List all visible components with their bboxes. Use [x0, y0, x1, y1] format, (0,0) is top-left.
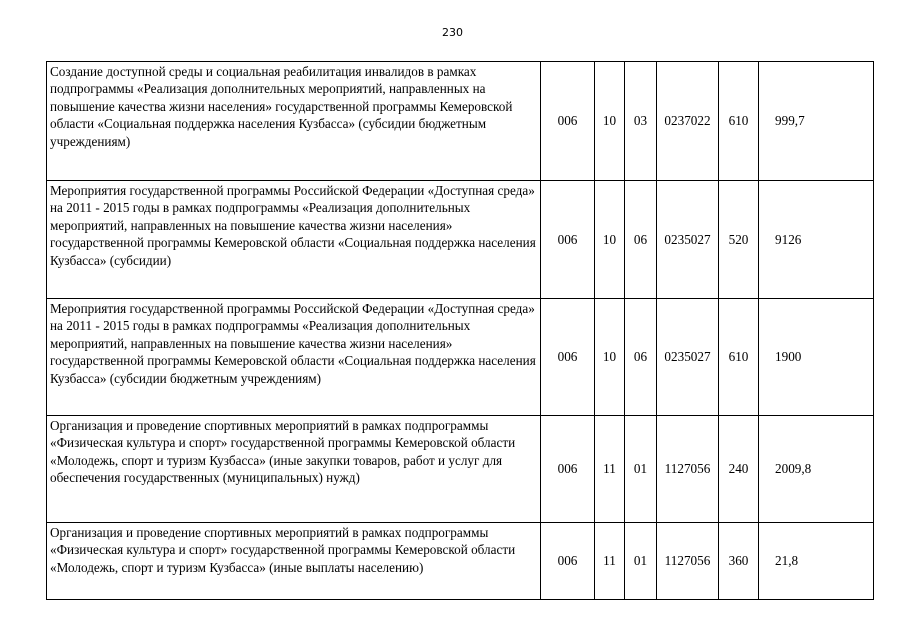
department-code: 006	[541, 416, 595, 523]
section-code: 11	[595, 523, 625, 600]
subsection-code: 01	[625, 416, 657, 523]
amount: 1900	[759, 299, 874, 416]
department-code: 006	[541, 523, 595, 600]
subsection-code: 06	[625, 181, 657, 299]
amount: 999,7	[759, 62, 874, 181]
subsection-code: 06	[625, 299, 657, 416]
department-code: 006	[541, 299, 595, 416]
section-code: 10	[595, 62, 625, 181]
table-row	[47, 62, 874, 181]
page-number: 230	[442, 26, 463, 39]
budget-table	[46, 61, 874, 600]
section-code: 10	[595, 181, 625, 299]
subsection-code: 03	[625, 62, 657, 181]
target-article-code: 1127056	[657, 416, 719, 523]
target-article-code: 0235027	[657, 299, 719, 416]
target-article-code: 1127056	[657, 523, 719, 600]
expense-type-code: 520	[719, 181, 759, 299]
expense-type-code: 610	[719, 299, 759, 416]
expense-type-code: 610	[719, 62, 759, 181]
amount: 2009,8	[759, 416, 874, 523]
section-code: 11	[595, 416, 625, 523]
table-row	[47, 416, 874, 523]
target-article-code: 0237022	[657, 62, 719, 181]
row-description: Мероприятия государственной программы Российской Федерации «Доступная среда» на 2011 - 2015 годы в рамках подпрограммы «Реализация дополнительных мероприятий, направленных на повышение качества жизни населения» государственной программы Кемеровской области «Социальная поддержка населения Кузбасса» (субсидии бюджетным учреждениям)	[47, 299, 541, 416]
amount: 9126	[759, 181, 874, 299]
subsection-code: 01	[625, 523, 657, 600]
row-description: Организация и проведение спортивных мероприятий в рамках подпрограммы «Физическая культура и спорт» государственной программы Кемеровской области «Молодежь, спорт и туризм Кузбасса» (иные выплаты населению)	[47, 523, 541, 600]
table-row	[47, 523, 874, 600]
amount: 21,8	[759, 523, 874, 600]
expense-type-code: 360	[719, 523, 759, 600]
department-code: 006	[541, 181, 595, 299]
row-description: Организация и проведение спортивных мероприятий в рамках подпрограммы «Физическая культура и спорт» государственной программы Кемеровской области «Молодежь, спорт и туризм Кузбасса» (иные закупки товаров, работ и услуг для обеспечения государственных (муниципальных) нужд)	[47, 416, 541, 523]
row-description: Мероприятия государственной программы Российской Федерации «Доступная среда» на 2011 - 2015 годы в рамках подпрограммы «Реализация дополнительных мероприятий, направленных на повышение качества жизни населения» государственной программы Кемеровской области «Социальная поддержка населения Кузбасса» (субсидии)	[47, 181, 541, 299]
expense-type-code: 240	[719, 416, 759, 523]
row-description: Создание доступной среды и социальная реабилитация инвалидов в рамках подпрограммы «Реализация дополнительных мероприятий, направленных на повышение качества жизни населения» государственной программы Кемеровской области «Социальная поддержка населения Кузбасса» (субсидии бюджетным учреждениям)	[47, 62, 541, 181]
table-row	[47, 299, 874, 416]
department-code: 006	[541, 62, 595, 181]
table-row	[47, 181, 874, 299]
section-code: 10	[595, 299, 625, 416]
target-article-code: 0235027	[657, 181, 719, 299]
